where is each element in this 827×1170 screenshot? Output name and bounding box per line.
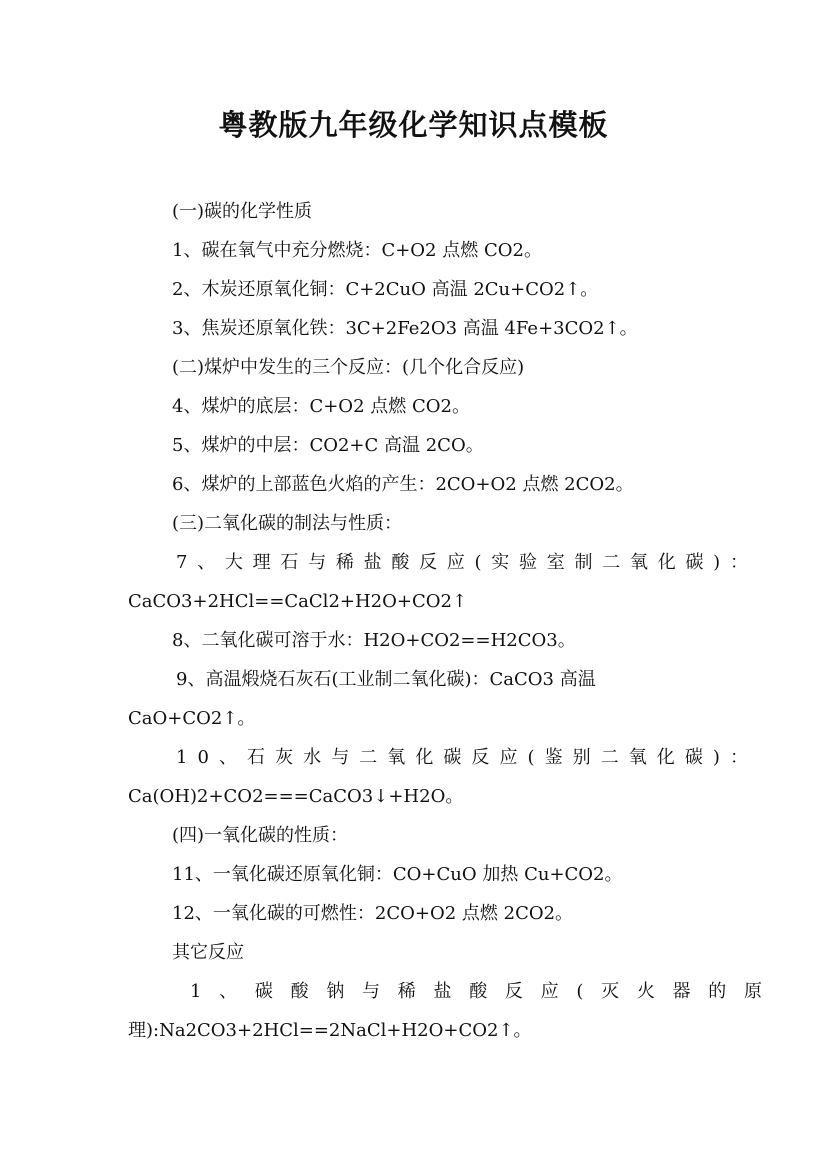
justified-char: 的 xyxy=(708,981,727,1002)
justified-char: 灭 xyxy=(601,981,620,1002)
justified-char: 验 xyxy=(519,552,538,573)
justified-char: 灰 xyxy=(275,747,294,768)
document-title: 粤教版九年级化学知识点模板 xyxy=(218,108,609,142)
justified-char: ( xyxy=(527,747,535,768)
justified-char: 鉴 xyxy=(544,747,563,768)
justified-char: 室 xyxy=(546,552,565,573)
justified-char: 石 xyxy=(280,552,299,573)
reaction-line-10 xyxy=(128,745,748,771)
justified-char: 、 xyxy=(219,747,237,768)
reaction-line-other-1-cont: 理):Na2CO3+2HCl==2NaCl+H2O+CO2↑。 xyxy=(128,1020,532,1041)
justified-char: 碳 xyxy=(443,747,462,768)
justified-char: 化 xyxy=(657,552,676,573)
reaction-line-6: 6、煤炉的上部蓝色火焰的产生：2CO+O2 点燃 2CO2。 xyxy=(172,474,634,495)
justified-char: 应 xyxy=(446,552,465,573)
justified-char: 二 xyxy=(359,747,378,768)
justified-char: 大 xyxy=(224,552,243,573)
justified-char: 化 xyxy=(415,747,434,768)
reaction-line-3: 3、焦炭还原氧化铁：3C+2Fe2O3 高温 4Fe+3CO2↑。 xyxy=(172,318,638,339)
justified-char: 器 xyxy=(672,981,691,1002)
justified-char: 石 xyxy=(247,747,266,768)
justified-char: 0 xyxy=(197,747,209,768)
justified-char: 反 xyxy=(471,747,490,768)
justified-char: 与 xyxy=(362,981,381,1002)
reaction-line-9-cont: CaO+CO2↑。 xyxy=(128,708,256,729)
justified-char: 二 xyxy=(602,552,621,573)
section-heading-1: (一)碳的化学性质 xyxy=(172,201,313,222)
reaction-line-8: 8、二氧化碳可溶于水：H2O+CO2==H2CO3。 xyxy=(172,630,576,651)
justified-char: 1 xyxy=(190,981,202,1002)
justified-char: ( xyxy=(576,981,584,1002)
justified-char: 氧 xyxy=(387,747,406,768)
justified-char: ) xyxy=(712,747,720,768)
reaction-line-9: 9、高温煅烧石灰石(工业制二氧化碳)：CaCO3 高温 xyxy=(176,669,596,690)
justified-char: 别 xyxy=(572,747,591,768)
reaction-line-12: 12、一氧化碳的可燃性：2CO+O2 点燃 2CO2。 xyxy=(172,903,574,924)
reaction-line-5: 5、煤炉的中层：CO2+C 高温 2CO。 xyxy=(172,435,484,456)
justified-char: 反 xyxy=(419,552,438,573)
section-heading-other: 其它反应 xyxy=(172,942,244,963)
reaction-line-7 xyxy=(128,550,748,576)
justified-char: ： xyxy=(729,552,748,573)
justified-char: 、 xyxy=(219,981,238,1002)
justified-char: 碳 xyxy=(685,552,704,573)
justified-char: 二 xyxy=(600,747,619,768)
justified-char: 、 xyxy=(197,552,216,573)
justified-char: 酸 xyxy=(290,981,309,1002)
justified-char: ( xyxy=(474,552,482,573)
justified-char: 盐 xyxy=(433,981,452,1002)
justified-char: 钠 xyxy=(326,981,345,1002)
justified-char: 与 xyxy=(308,552,327,573)
justified-char: 反 xyxy=(504,981,523,1002)
reaction-line-other-1 xyxy=(128,979,762,1005)
justified-char: 盐 xyxy=(363,552,382,573)
justified-char: 酸 xyxy=(469,981,488,1002)
justified-char: 7 xyxy=(176,552,188,573)
reaction-line-2: 2、木炭还原氧化铜：C+2CuO 高温 2Cu+CO2↑。 xyxy=(172,279,599,300)
reaction-line-7-cont: CaCO3+2HCl==CaCl2+H2O+CO2↑ xyxy=(128,591,468,612)
justified-char: 原 xyxy=(743,981,762,1002)
reaction-line-10-cont: Ca(OH)2+CO2===CaCO3↓+H2O。 xyxy=(128,786,464,807)
section-heading-3: (三)二氧化碳的制法与性质： xyxy=(172,513,403,534)
justified-char: 应 xyxy=(540,981,559,1002)
justified-char: 制 xyxy=(574,552,593,573)
justified-char: 1 xyxy=(176,747,188,768)
justified-char: 酸 xyxy=(391,552,410,573)
justified-char: 稀 xyxy=(335,552,354,573)
reaction-line-4: 4、煤炉的底层：C+O2 点燃 CO2。 xyxy=(172,396,470,417)
justified-char: 稀 xyxy=(397,981,416,1002)
section-heading-4: (四)一氧化碳的性质： xyxy=(172,825,349,846)
justified-char: 理 xyxy=(252,552,271,573)
justified-char: 实 xyxy=(491,552,510,573)
reaction-line-11: 11、一氧化碳还原氧化铜：CO+CuO 加热 Cu+CO2。 xyxy=(172,864,623,885)
justified-char: ： xyxy=(729,747,748,768)
justified-char: 碳 xyxy=(684,747,703,768)
justified-char: ) xyxy=(713,552,721,573)
justified-char: 与 xyxy=(331,747,350,768)
justified-char: 火 xyxy=(636,981,655,1002)
justified-char: 化 xyxy=(656,747,675,768)
justified-char: 氧 xyxy=(628,747,647,768)
justified-char: 应 xyxy=(499,747,518,768)
reaction-line-1: 1、碳在氧气中充分燃烧：C+O2 点燃 CO2。 xyxy=(172,240,542,261)
justified-char: 氧 xyxy=(629,552,648,573)
justified-char: 水 xyxy=(303,747,322,768)
justified-char: 碳 xyxy=(254,981,273,1002)
section-heading-2: (二)煤炉中发生的三个反应：(几个化合反应) xyxy=(172,357,525,378)
